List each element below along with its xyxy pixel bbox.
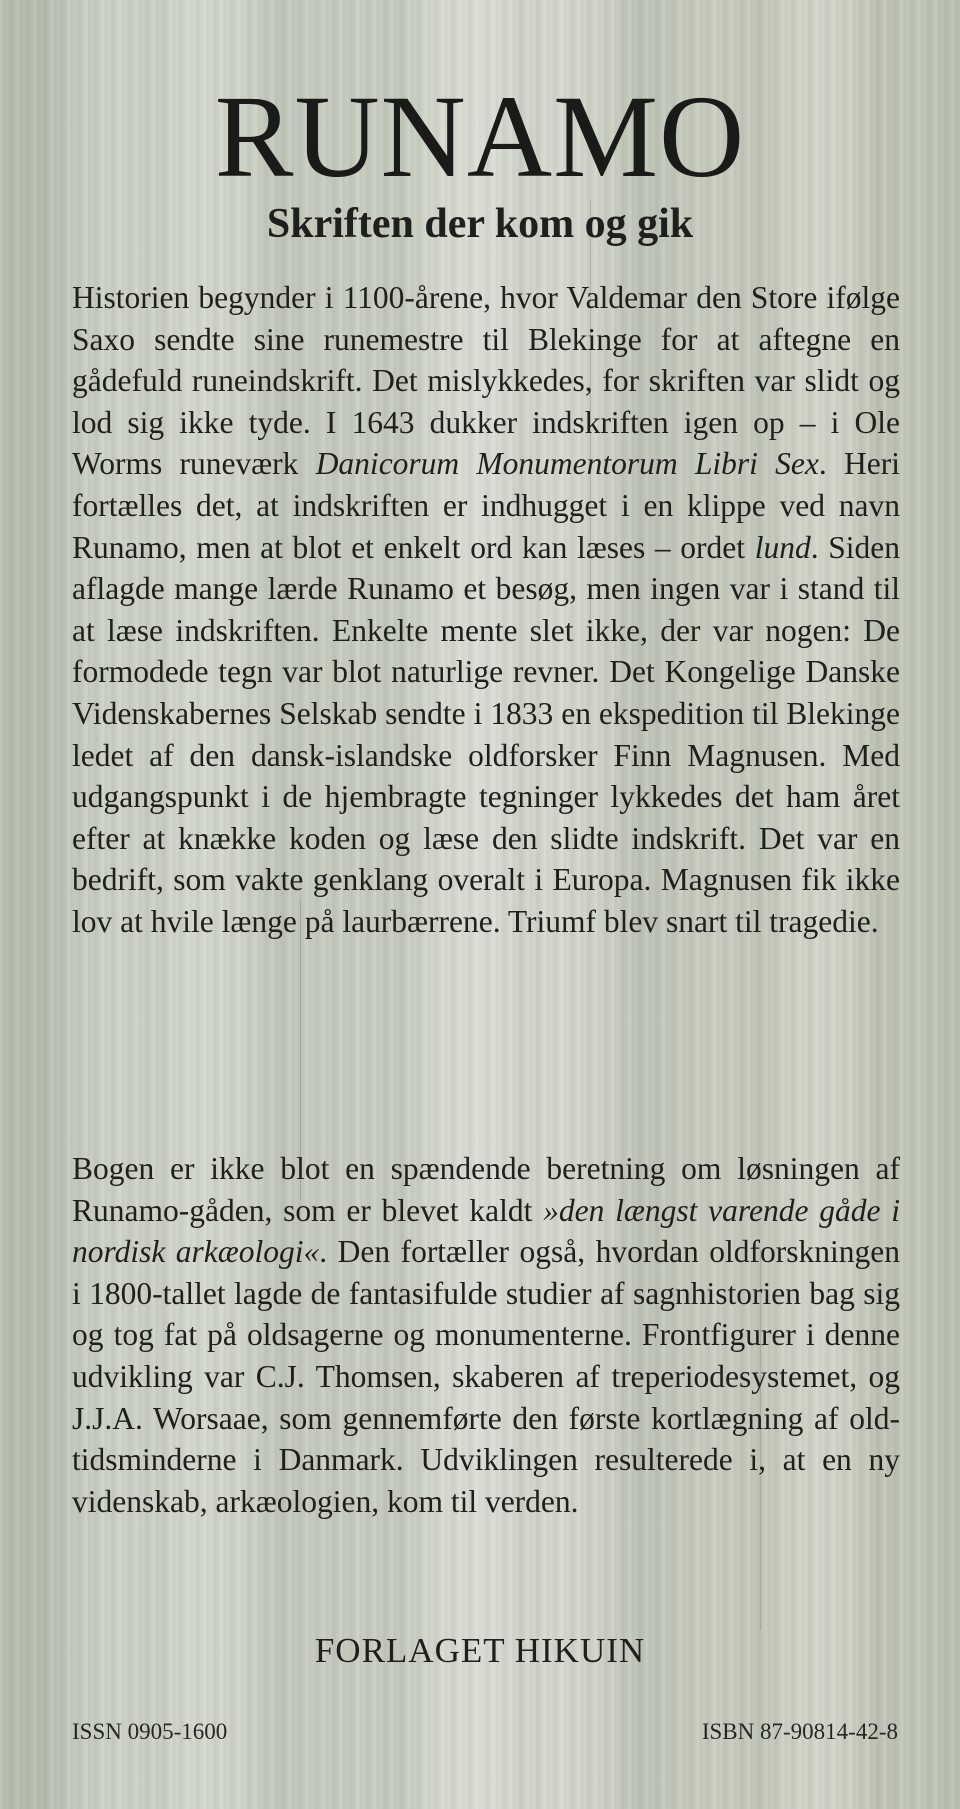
blurb-paragraph-1-text: . Heri fortælles det, at indskriften er indhugget i en klippe ved navn Runamo, men at blot et enkelt ord kan læses – ordet <box>72 446 900 565</box>
issn-number: ISSN 0905-1600 <box>72 1719 228 1744</box>
blurb-paragraph-1 <box>72 277 900 943</box>
book-title: RUNAMO <box>214 71 746 202</box>
publisher-name: FORLAGET HIKUIN <box>314 1631 646 1670</box>
blurb-paragraph-1-text: . Siden aflagde mange lærde Runamo et besøg, men ingen var i stand til at læse indskriften. Enkelte mente slet ikke, der var nogen: De formodede tegn var blot naturlige revner. Det Kongelige Danske Videnskabernes Selskab sendte i 1833 en ekspedition til Blekinge ledet af den dansk-islandske oldforsker Finn Magnusen. Med udgangspunkt i de hjembragte tegninger lykkedes det ham året efter at knække koden og læse den slidte indskrift. Det var en bedrift, som vakte genklang overalt i Europa. Magnusen fik ikke lov at hvile længe på laurbærrene. Triumf blev snart til tragedie. <box>72 529 900 939</box>
blurb-work-title: Danicorum Monumentorum Libri Sex <box>315 446 819 482</box>
book-subtitle: Skriften der kom og gik <box>266 201 694 247</box>
blurb-paragraph-2 <box>72 1148 900 1522</box>
blurb-paragraph-2-text: Bogen er ikke blot en spændende beretning om løsningen af Runamo-gåden, som er blevet kaldt <box>72 1151 900 1228</box>
blurb-word-lund: lund <box>754 529 811 565</box>
blurb-quote: »den længst varende gåde i nordisk arkæologi« <box>72 1192 900 1270</box>
blurb-paragraph-1-text: Historien begynder i 1100-årene, hvor Valdemar den Store ifølge Saxo sendte sine runemestre til Blekinge for at aftegne en gådefuld runeindskrift. Det mislykkedes, for skriften var slidt og lod sig ikke tyde. I 1643 dukker indskriften igen op – i Ole Worms runeværk <box>72 280 900 482</box>
isbn-number: ISBN 87-90814-42-8 <box>701 1719 898 1744</box>
blurb-paragraph-2-text: . Den fortæller også, hvordan oldforskningen i 1800-tallet lagde de fantasifulde studier af sagnhistorien bag sig og tog fat på oldsagerne og monumenterne. Frontfigurer i denne udvikling var C.J. Thomsen, skaberen af treperiodesystemet, og J.J.A. Worsaae, som gennemførte den første kortlægning af oldtidsminderne i Danmark. Udviklingen resulterede i, at en ny videnskab, arkæologien, kom til verden. <box>72 1234 900 1519</box>
